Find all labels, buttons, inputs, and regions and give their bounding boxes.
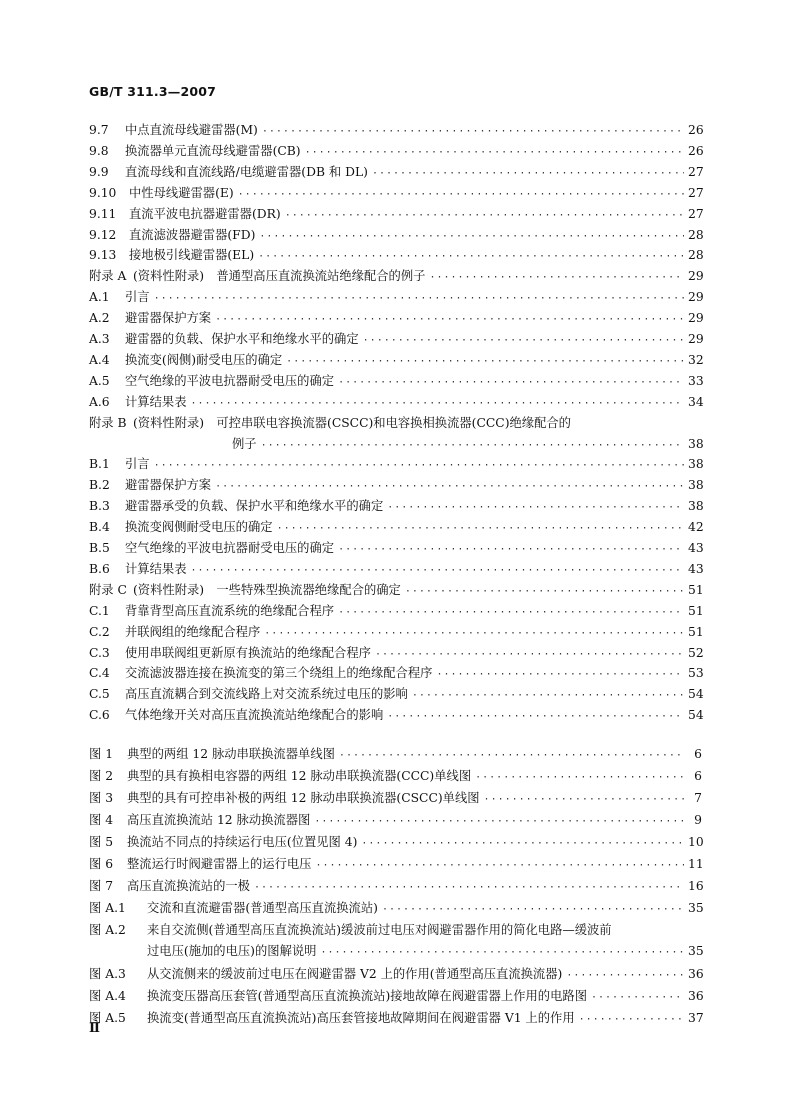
dot-leader [262, 124, 684, 140]
entry-number: B.1 [89, 457, 110, 472]
entry-number: 图 A.5 [89, 1011, 126, 1025]
dot-leader [591, 990, 684, 1006]
entry-title: 来自交流侧(普通型高压直流换流站)缓波前过电压对阀避雷器作用的简化电路—缓波前 [147, 923, 612, 937]
entry-number: A.1 [89, 290, 110, 305]
entry-number: C.6 [89, 708, 110, 723]
page-number-ref: 36 [688, 967, 704, 981]
page-number-ref: 54 [688, 708, 704, 723]
dot-leader [436, 667, 684, 683]
page-number-ref: 34 [688, 394, 704, 409]
toc-entry[interactable] [89, 392, 702, 412]
figure-entry[interactable] [89, 1008, 702, 1028]
dot-leader [375, 647, 684, 663]
toc-entry[interactable] [89, 643, 702, 663]
entry-number: 9.7 [89, 123, 109, 137]
entry-number: 图 6 [89, 857, 114, 871]
page-number-ref: 11 [688, 857, 704, 871]
page-number-ref: 28 [688, 227, 704, 242]
entry-title: 直流平波电抗器避雷器(DR) [129, 206, 281, 221]
entry-title: 换流变阀侧耐受电压的确定 [125, 520, 273, 535]
entry-number: C.2 [89, 624, 110, 639]
entry-title: 背靠背型高压直流系统的绝缘配合程序 [125, 603, 335, 618]
dot-leader [361, 836, 684, 852]
page-number-ref: 6 [694, 747, 702, 761]
page-number-ref: 9 [694, 813, 702, 827]
entry-title: (资料性附录) 一些特殊型换流器绝缘配合的确定 [133, 582, 401, 597]
entry-title: 计算结果表 [125, 394, 187, 409]
page-number-ref: 7 [694, 791, 702, 805]
entry-number: 9.8 [89, 143, 109, 158]
page-number-ref: 27 [688, 185, 704, 200]
toc-entry[interactable] [89, 225, 702, 245]
dot-leader [338, 542, 684, 558]
toc-entry[interactable] [89, 517, 702, 537]
page-number-ref: 35 [688, 944, 704, 958]
toc-entry[interactable] [89, 120, 702, 140]
dot-leader [387, 709, 684, 725]
entry-number: B.3 [89, 499, 110, 514]
page-number-ref: 33 [688, 373, 704, 388]
dot-leader [429, 270, 684, 286]
toc-entry[interactable] [89, 496, 702, 516]
entry-title: 中点直流母线避雷器(M) [125, 123, 258, 137]
page-number-ref: 51 [688, 624, 704, 639]
entry-number: 图 4 [89, 813, 114, 827]
figure-entry-continuation[interactable] [89, 941, 702, 961]
page-number-ref: 6 [694, 769, 702, 783]
toc-entry[interactable] [89, 622, 702, 642]
page-number-ref: 38 [688, 499, 704, 514]
entry-title: 引言 [125, 290, 150, 305]
page-number-ref: 54 [688, 687, 704, 702]
dot-leader [339, 748, 684, 764]
entry-number: 9.13 [89, 248, 117, 263]
entry-number: A.5 [89, 373, 110, 388]
entry-number: 图 A.3 [89, 967, 126, 981]
standard-code: GB/T 311.3—2007 [89, 84, 217, 99]
entry-number: 图 2 [89, 769, 114, 783]
page-number-ref: 26 [688, 143, 704, 158]
toc-entry[interactable] [89, 350, 702, 370]
dot-leader [215, 479, 684, 495]
figure-entry[interactable] [89, 788, 702, 808]
page-number-ref: 10 [688, 835, 704, 849]
dot-leader [154, 458, 684, 474]
dot-leader [286, 354, 684, 370]
page-number-ref: 43 [688, 561, 704, 576]
figure-entry[interactable] [89, 898, 702, 918]
page-number-ref: 35 [688, 901, 704, 915]
dot-leader [566, 968, 684, 984]
entry-title: (资料性附录) 普通型高压直流换流站绝缘配合的例子 [133, 269, 426, 284]
dot-leader [320, 945, 684, 961]
entry-number: 图 5 [89, 835, 114, 849]
dot-leader [338, 605, 684, 621]
entry-title: 计算结果表 [125, 561, 187, 576]
page-number-ref: 29 [688, 290, 704, 305]
entry-number: 图 A.1 [89, 901, 126, 915]
entry-title-continuation: 过电压(施加的电压)的图解说明 [147, 944, 317, 958]
dot-leader [315, 858, 684, 874]
toc-entry[interactable] [89, 141, 702, 161]
toc-entry[interactable] [89, 684, 702, 704]
dot-leader [191, 396, 685, 412]
page-number-ref: 29 [688, 269, 704, 284]
entry-title-continuation: 例子 [232, 436, 257, 451]
entry-number: 9.9 [89, 164, 109, 179]
entry-number: 9.10 [89, 185, 117, 200]
page-number-ref: 38 [688, 436, 704, 451]
dot-leader [412, 688, 684, 704]
entry-number: B.5 [89, 541, 110, 555]
entry-title: 高压直流耦合到交流线路上对交流系统过电压的影响 [125, 687, 408, 702]
dot-leader [363, 333, 684, 349]
page-number-ref: 29 [688, 332, 704, 346]
entry-number: B.4 [89, 520, 110, 535]
toc-entry[interactable] [89, 266, 702, 286]
entry-title: 从交流侧来的缓波前过电压在阀避雷器 V2 上的作用(普通型高压直流换流器) [147, 967, 563, 981]
entry-number: A.3 [89, 332, 110, 346]
entry-title: 典型的具有换相电容器的两组 12 脉动串联换流器(CCC)单线图 [127, 769, 472, 783]
entry-title: 换流变(阀侧)耐受电压的确定 [125, 352, 283, 367]
dot-leader [259, 229, 684, 245]
toc-entry-continuation[interactable] [89, 434, 702, 454]
entry-number: 图 A.4 [89, 989, 126, 1003]
page-number-ref: 37 [688, 1011, 704, 1025]
entry-title: 空气绝缘的平波电抗器耐受电压的确定 [125, 541, 335, 555]
dot-leader [405, 584, 684, 600]
toc-entry[interactable] [89, 705, 702, 725]
entry-number: 图 7 [89, 879, 114, 893]
page-number-ref: 43 [688, 541, 704, 555]
page-number-ref: 42 [688, 520, 704, 535]
entry-number: A.2 [89, 311, 110, 326]
page-number: Ⅱ [89, 1021, 100, 1036]
dot-leader [372, 166, 684, 182]
entry-number: 附录 A [89, 269, 127, 284]
entry-title: 高压直流换流站 12 脉动换流器图 [127, 813, 311, 827]
entry-title: 避雷器保护方案 [125, 311, 212, 326]
entry-title: 直流滤波器避雷器(FD) [129, 227, 256, 242]
figure-entry[interactable] [89, 810, 702, 830]
toc-entry[interactable] [89, 287, 702, 307]
dot-leader [387, 500, 684, 516]
dot-leader [382, 902, 684, 918]
toc-entry[interactable] [89, 413, 702, 433]
entry-number: 附录 C [89, 582, 127, 597]
page-number-ref: 52 [688, 645, 704, 660]
entry-number: 图 3 [89, 791, 114, 805]
entry-number: 9.11 [89, 206, 117, 221]
entry-title: 直流母线和直流线路/电缆避雷器(DB 和 DL) [125, 164, 368, 179]
entry-title: 换流变压器高压套管(普通型高压直流换流站)接地故障在阀避雷器上作用的电路图 [147, 989, 587, 1003]
entry-number: 9.12 [89, 227, 117, 242]
page-number-ref: 27 [688, 164, 704, 179]
entry-title: 整流运行时阀避雷器上的运行电压 [127, 857, 312, 871]
page-number-ref: 28 [688, 248, 704, 263]
entry-title: 空气绝缘的平波电抗器耐受电压的确定 [125, 373, 335, 388]
entry-number: C.3 [89, 645, 110, 660]
toc-entry[interactable] [89, 162, 702, 182]
page-number-ref: 16 [688, 879, 704, 893]
entry-title: 典型的两组 12 脉动串联换流器单线图 [127, 747, 335, 761]
page-number-ref: 38 [688, 478, 704, 493]
entry-title: 换流站不同点的持续运行电压(位置见图 4) [127, 835, 358, 849]
dot-leader [277, 521, 684, 537]
entry-title: 并联阀组的绝缘配合程序 [125, 624, 261, 639]
toc-entry[interactable] [89, 371, 702, 391]
entry-title: 换流变(普通型高压直流换流站)高压套管接地故障期间在阀避雷器 V1 上的作用 [147, 1011, 575, 1025]
toc-entry[interactable] [89, 329, 702, 349]
toc-entry[interactable] [89, 204, 702, 224]
page-number-ref: 26 [688, 123, 704, 137]
toc-entry[interactable] [89, 538, 702, 558]
dot-leader [254, 880, 684, 896]
entry-title: 接地极引线避雷器(EL) [129, 248, 255, 263]
page-number-ref: 51 [688, 603, 704, 618]
dot-leader [484, 792, 684, 808]
entry-title: 典型的具有可控串补极的两组 12 脉动串联换流器(CSCC)单线图 [127, 791, 480, 805]
figure-entry[interactable] [89, 876, 702, 896]
page-number-ref: 27 [688, 206, 704, 221]
entry-title: 交流和直流避雷器(普通型高压直流换流站) [147, 901, 378, 915]
entry-number: C.5 [89, 687, 110, 702]
toc-entry[interactable] [89, 580, 702, 600]
page-number-ref: 51 [688, 582, 704, 597]
toc-entry[interactable] [89, 245, 702, 265]
page-number-ref: 32 [688, 352, 704, 367]
dot-leader [338, 375, 684, 391]
toc-entry[interactable] [89, 475, 702, 495]
figure-entry[interactable] [89, 854, 702, 874]
entry-number: B.6 [89, 561, 110, 576]
entry-title: 高压直流换流站的一极 [127, 879, 250, 893]
dot-leader [191, 563, 685, 579]
figure-entry[interactable] [89, 986, 702, 1006]
dot-leader [154, 291, 684, 307]
figure-entry[interactable] [89, 744, 702, 764]
dot-leader [264, 626, 684, 642]
dot-leader [285, 208, 684, 224]
dot-leader [305, 145, 684, 161]
dot-leader [258, 249, 684, 265]
dot-leader [475, 770, 684, 786]
dot-leader [314, 814, 684, 830]
dot-leader [261, 438, 684, 454]
entry-number: C.4 [89, 666, 110, 681]
dot-leader [579, 1012, 684, 1028]
figure-entry[interactable] [89, 766, 702, 786]
page-number-ref: 53 [688, 666, 704, 681]
entry-title: 换流器单元直流母线避雷器(CB) [125, 143, 301, 158]
figure-entry[interactable] [89, 832, 702, 852]
entry-title: 使用串联阀组更新原有换流站的绝缘配合程序 [125, 645, 371, 660]
entry-title: 气体绝缘开关对高压直流换流站绝缘配合的影响 [125, 708, 384, 723]
entry-number: A.6 [89, 394, 110, 409]
toc-entry[interactable] [89, 601, 702, 621]
entry-number: 图 1 [89, 747, 114, 761]
figure-entry[interactable] [89, 920, 702, 940]
page-number-ref: 38 [688, 457, 704, 472]
dot-leader [238, 187, 684, 203]
entry-number: 附录 B [89, 415, 127, 430]
page-number-ref: 29 [688, 311, 704, 326]
entry-title: 避雷器的负载、保护水平和绝缘水平的确定 [125, 332, 359, 346]
entry-title: 中性母线避雷器(E) [129, 185, 234, 200]
figure-entry[interactable] [89, 964, 702, 984]
toc-entry[interactable] [89, 454, 702, 474]
entry-title: 引言 [125, 457, 150, 472]
entry-title: 交流滤波器连接在换流变的第三个绕组上的绝缘配合程序 [125, 666, 433, 681]
toc-entry[interactable] [89, 663, 702, 683]
entry-number: A.4 [89, 352, 110, 367]
toc-entry[interactable] [89, 183, 702, 203]
toc-entry[interactable] [89, 559, 702, 579]
entry-number: B.2 [89, 478, 110, 493]
toc-entry[interactable] [89, 308, 702, 328]
entry-title: (资料性附录) 可控串联电容换流器(CSCC)和电容换相换流器(CCC)绝缘配合的 [133, 415, 571, 430]
entry-title: 避雷器保护方案 [125, 478, 212, 493]
dot-leader [215, 312, 684, 328]
entry-number: 图 A.2 [89, 923, 126, 937]
entry-title: 避雷器承受的负载、保护水平和绝缘水平的确定 [125, 499, 384, 514]
entry-number: C.1 [89, 603, 110, 618]
page-number-ref: 36 [688, 989, 704, 1003]
